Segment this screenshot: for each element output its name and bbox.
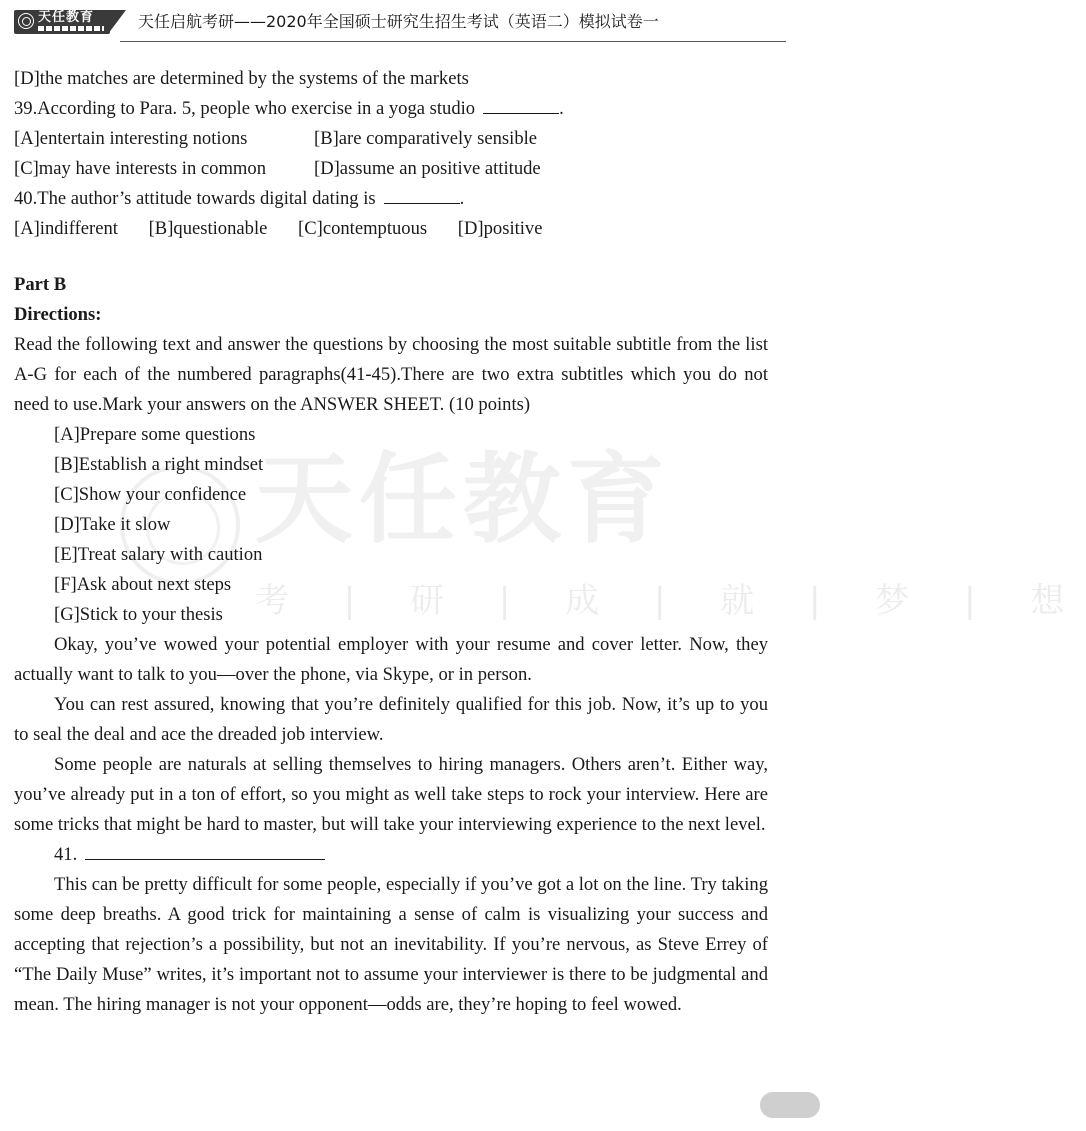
part-b-title: Part B: [14, 274, 67, 295]
q39-stem-end: .: [559, 98, 564, 119]
subtitle-f: [F]Ask about next steps: [54, 574, 232, 595]
q41-heading: [14, 840, 768, 870]
page-content: [14, 64, 768, 1020]
paragraph-1: Okay, you’ve wowed your potential employer with your resume and cover letter. Now, they actually want to talk to you—over the phone, via Skype, or in person.: [14, 634, 768, 685]
watermark-slogan: 考 | 研 | 成 | 就 | 梦 | 想: [255, 581, 1086, 621]
header-title: 天任启航考研——2020年全国硕士研究生招生考试（英语二）模拟试卷一: [138, 12, 659, 31]
q40-options: [14, 214, 768, 244]
logo: [14, 10, 110, 34]
q39-option-a: [A]entertain interesting notions: [14, 128, 248, 149]
q41-label: 41.: [54, 844, 78, 865]
q39-option-d: [D]assume an positive attitude: [314, 158, 541, 179]
page-tab: [760, 1092, 820, 1118]
q40-stem: [14, 184, 768, 214]
q40-option-c: [C]contemptuous: [298, 218, 428, 239]
directions-label: Directions:: [14, 304, 102, 325]
header-rule: [120, 41, 786, 42]
q40-option-a: [A]indifferent: [14, 218, 118, 239]
q40-answer-blank: [384, 185, 460, 204]
q40-stem-end: .: [459, 188, 465, 209]
seal-icon: [18, 13, 34, 29]
paragraph-4: This can be pretty difficult for some people, especially if you’ve got a lot on the line. Try taking some deep breaths. A good trick for maintaining a sense of calm is visualizing your success and accepting that rejection’s a possibility, but not an inevitability. If you’re nervous, as Steve Errey of “The Daily Muse” writes, it’s important not to assume your interviewer is there to be judgmental and mean. The hiring manager is not your opponent—odds are, they’re hoping to feel wowed.: [14, 874, 768, 1015]
logo-strip: [38, 26, 104, 31]
q40-option-b: [B]questionable: [148, 218, 268, 239]
paragraph-3: Some people are naturals at selling themselves to hiring managers. Others aren’t. Either way, you’ve already put in a ton of effort, so you might as well take steps to rock your interview. Here are some tricks that might be hard to master, but will take your interviewing experience to the next level.: [14, 754, 768, 835]
logo-wedge: [108, 10, 126, 34]
subtitle-d: [D]Take it slow: [54, 514, 171, 535]
watermark-title: 天任教育: [255, 443, 672, 557]
q40-option-d: [D]positive: [457, 218, 543, 239]
q39-option-c: [C]may have interests in common: [14, 158, 266, 179]
q40-stem-text: 40.The author’s attitude towards digital dating is: [14, 188, 376, 209]
logo-text: 天任教育: [38, 10, 95, 25]
paragraph-2: You can rest assured, knowing that you’re definitely qualified for this job. Now, it’s up to you to seal the deal and ace the dreaded job interview.: [14, 694, 768, 745]
q39-answer-blank: [483, 95, 559, 114]
q39-stem: [14, 94, 768, 124]
page-header: [0, 0, 786, 44]
subtitle-e: [E]Treat salary with caution: [54, 544, 263, 565]
q39-options-row-1: [14, 124, 768, 154]
subtitle-b: [B]Establish a right mindset: [54, 454, 264, 475]
q39-option-b: [B]are comparatively sensible: [314, 128, 538, 149]
subtitle-c: [C]Show your confidence: [54, 484, 247, 505]
q39-options-row-2: [14, 154, 768, 184]
q41-answer-blank: [85, 841, 325, 860]
q39-stem-text: 39.According to Para. 5, people who exercise in a yoga studio: [14, 98, 476, 119]
subtitle-g: [G]Stick to your thesis: [54, 604, 223, 625]
q38-option-d: [D]the matches are determined by the systems of the markets: [14, 68, 469, 89]
directions-text: Read the following text and answer the questions by choosing the most suitable subtitle from the list A-G for each of the numbered paragraphs(41-45).There are two extra subtitles which you do not need to use.Mark your answers on the ANSWER SHEET. (10 points): [14, 334, 768, 415]
subtitle-a: [A]Prepare some questions: [54, 424, 256, 445]
